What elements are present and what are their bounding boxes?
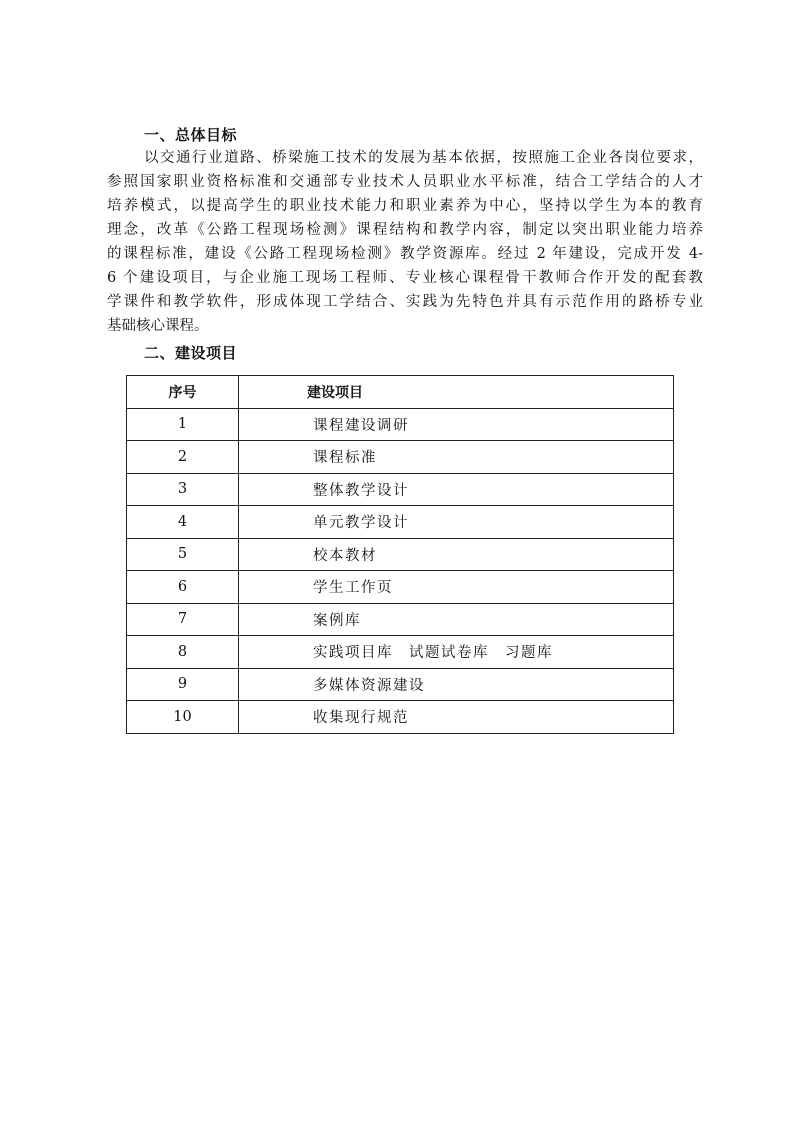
row-number-cell: 1: [127, 408, 239, 441]
row-number-cell: 8: [127, 636, 239, 669]
project-name-cell: 校本教材: [239, 538, 674, 571]
row-number-cell: 5: [127, 538, 239, 571]
table-row: [127, 668, 674, 701]
project-name-cell: 收集现行规范: [239, 701, 674, 734]
table-row: [127, 603, 674, 636]
project-name-cell: 单元教学设计: [239, 506, 674, 539]
section-heading-projects: 二、建设项目: [144, 344, 238, 362]
project-name-cell: 课程标准: [239, 441, 674, 474]
row-number-cell: 10: [127, 701, 239, 734]
row-number-cell: 2: [127, 441, 239, 474]
table-row: [127, 473, 674, 506]
paragraph-line: 6 个建设项目，与企业施工现场工程师、专业核心课程骨干教师合作开发的配套教: [107, 270, 703, 286]
table-header-row: [127, 376, 674, 409]
table-row: [127, 701, 674, 734]
table-row: [127, 441, 674, 474]
table-row: [127, 538, 674, 571]
project-name-cell: 学生工作页: [239, 571, 674, 604]
project-name-cell: 整体教学设计: [239, 473, 674, 506]
overall-goal-paragraph: [107, 146, 703, 338]
row-number-cell: 9: [127, 668, 239, 701]
row-number-cell: 3: [127, 473, 239, 506]
paragraph-line: 基础核心课程。: [107, 318, 209, 334]
table-row: [127, 506, 674, 539]
section-heading-overall-goal: 一、总体目标: [144, 126, 238, 144]
project-name-cell: 多媒体资源建设: [239, 668, 674, 701]
table-row: [127, 636, 674, 669]
paragraph-line: 学课件和教学软件，形成体现工学结合、实践为先特色并具有示范作用的路桥专业: [107, 294, 703, 310]
row-number-cell: 4: [127, 506, 239, 539]
row-number-cell: 7: [127, 603, 239, 636]
project-name-cell: 案例库: [239, 603, 674, 636]
column-header-number: 序号: [127, 376, 239, 409]
paragraph-line: 参照国家职业资格标准和交通部专业技术人员职业水平标准，结合工学结合的人才: [107, 174, 703, 190]
projects-table: [126, 375, 674, 734]
project-name-cell: 课程建设调研: [239, 408, 674, 441]
row-number-cell: 6: [127, 571, 239, 604]
paragraph-line: 的课程标准，建设《公路工程现场检测》教学资源库。经过 2 年建设，完成开发 4-: [107, 246, 703, 262]
paragraph-line: 理念，改革《公路工程现场检测》课程结构和教学内容，制定以突出职业能力培养: [107, 222, 703, 238]
project-name-cell: 实践项目库 试题试卷库 习题库: [239, 636, 674, 669]
paragraph-line: 培养模式，以提高学生的职业技术能力和职业素养为中心，坚持以学生为本的教育: [107, 198, 703, 214]
column-header-project: 建设项目: [239, 376, 674, 409]
paragraph-line: 以交通行业道路、桥梁施工技术的发展为基本依据，按照施工企业各岗位要求，: [144, 150, 703, 166]
table-row: [127, 408, 674, 441]
table-row: [127, 571, 674, 604]
